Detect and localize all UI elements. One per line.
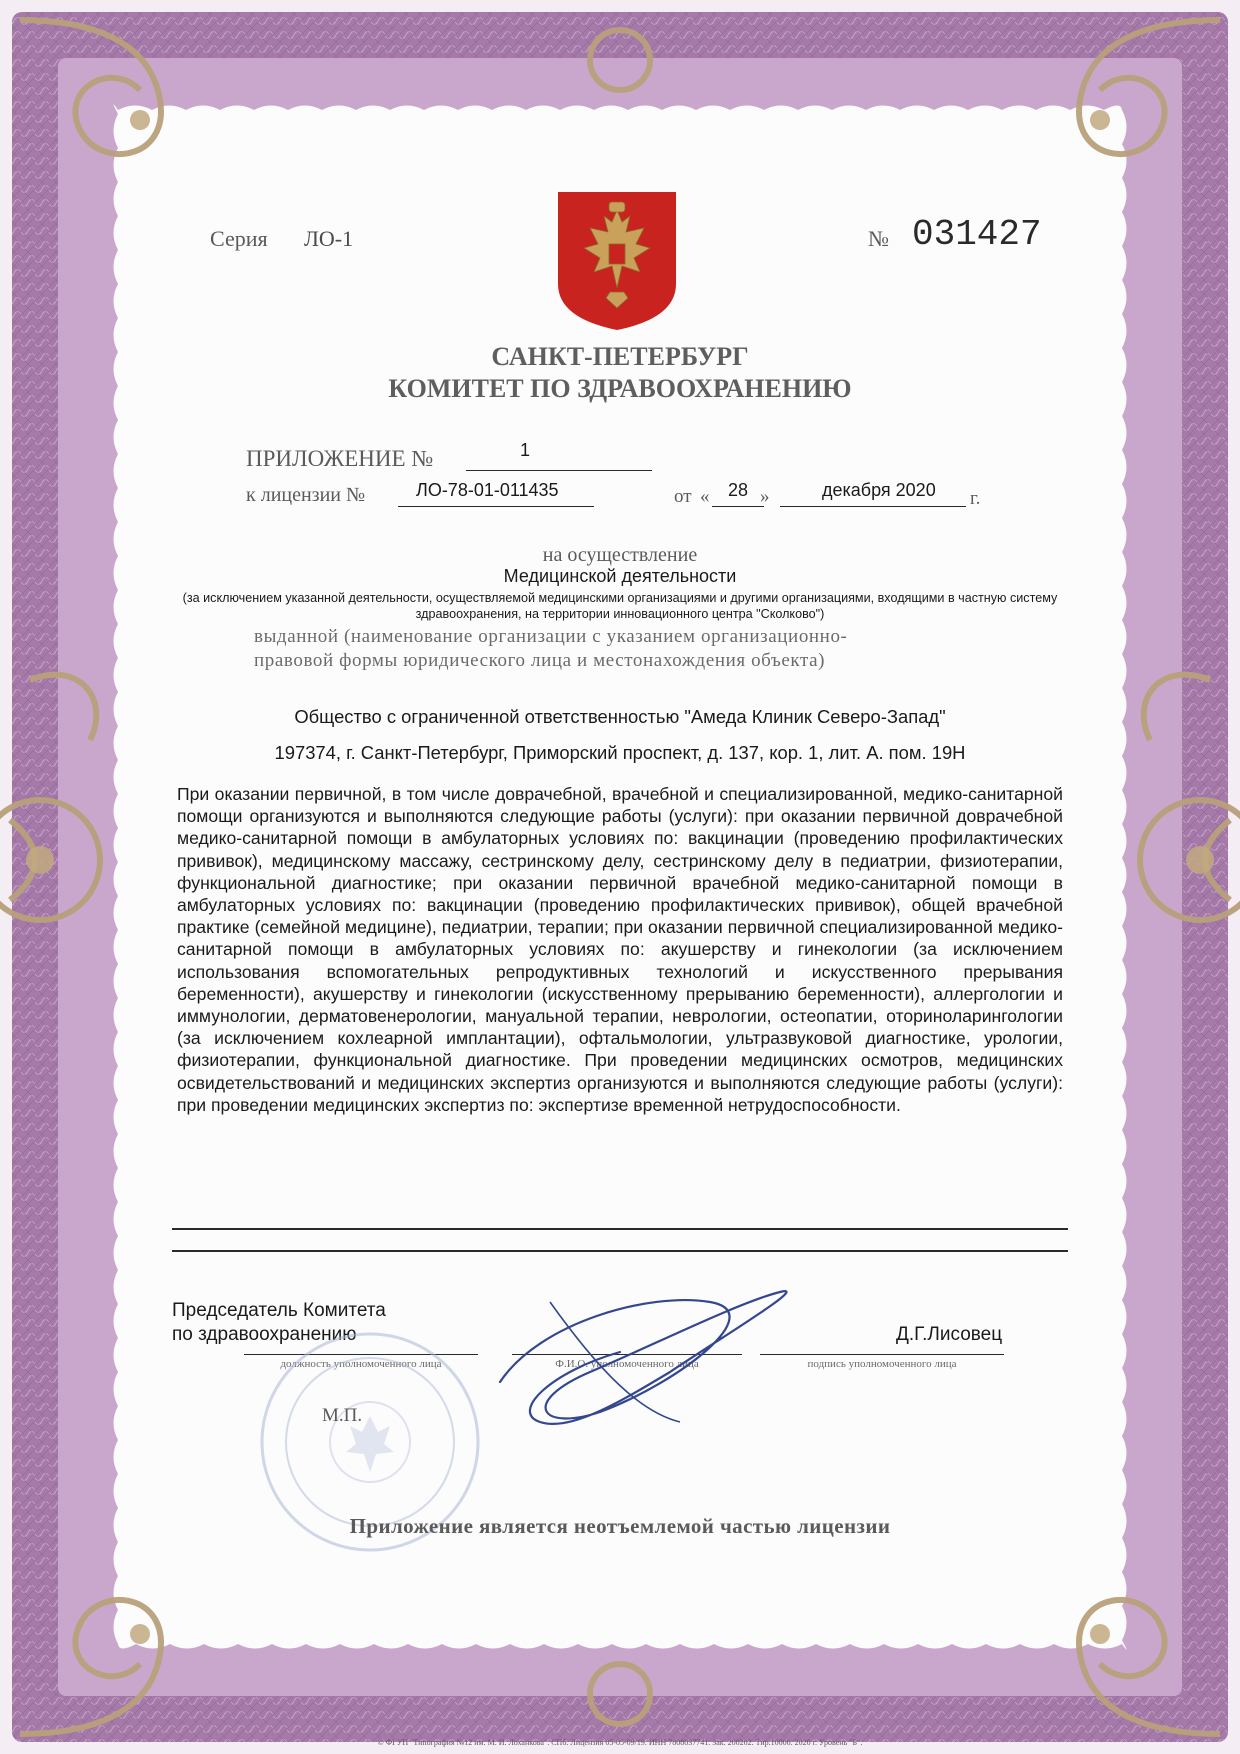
- date-day-line: [712, 506, 764, 507]
- series-label: Серия: [210, 226, 268, 251]
- date-quote-close: »: [760, 486, 770, 507]
- signatory-position-line2: по здравоохранению: [172, 1324, 357, 1345]
- closing-line-1: [172, 1228, 1068, 1230]
- integral-part-note: Приложение является неотъемлемой частью лицензии: [349, 1514, 891, 1538]
- date-month-line: [780, 506, 966, 507]
- appendix-number-line: [466, 470, 652, 471]
- activity-note: (за исключением указанной деятельности, осуществляемой медицинскими организациями и другими организациями, входящими в частную систему здравоохранения, на территории инновационного центра "Сколково"): [182, 591, 1058, 621]
- city-title: САНКТ-ПЕТЕРБУРГ: [491, 342, 749, 371]
- date-day: 28: [728, 480, 749, 500]
- series-value: ЛО-1: [304, 226, 354, 251]
- closing-line-2: [172, 1250, 1068, 1252]
- committee-title: КОМИТЕТ ПО ЗДРАВООХРАНЕНИЮ: [388, 374, 852, 403]
- date-year-suffix: г.: [970, 488, 981, 509]
- blank-number: 031427: [912, 214, 1042, 255]
- issued-to-caption-line2: правовой формы юридического лица и местонахождения объекта): [254, 650, 826, 671]
- caption-position: должность уполномоченного лица: [280, 1358, 442, 1370]
- number-sign: №: [868, 226, 889, 251]
- signatory-position-line1: Председатель Комитета: [172, 1300, 386, 1321]
- activity-lead: на осуществление: [542, 544, 698, 566]
- appendix-label: ПРИЛОЖЕНИЕ №: [246, 446, 434, 471]
- signatory-name: Д.Г.Лисовец: [896, 1324, 1003, 1345]
- organization-name: Общество с ограниченной ответственностью "Амеда Клиник Северо-Запад": [294, 706, 946, 727]
- date-quote-open: «: [700, 486, 710, 507]
- caption-signature: подпись уполномоченного лица: [807, 1358, 957, 1370]
- license-number: ЛО-78-01-011435: [416, 480, 559, 500]
- date-from-label: от: [674, 486, 692, 507]
- caption-fio: Ф.И.О. уполномоченного лица: [555, 1358, 699, 1370]
- date-month-year: декабря 2020: [822, 480, 936, 500]
- license-label: к лицензии №: [246, 484, 366, 506]
- organization-address: 197374, г. Санкт-Петербург, Приморский проспект, д. 137, кор. 1, лит. А. пом. 19Н: [274, 742, 966, 763]
- printer-imprint: © ФГУП "Типография №12 им. М. И. Лоханкова". СПб. Лицензия 05-05-09/19. ИНН 7808037741. Зак. 200202. Тир.10000. 2020 г. Уровень "Б".: [377, 1738, 863, 1747]
- handwritten-signature: [480, 1262, 820, 1442]
- activity-name: Медицинской деятельности: [503, 566, 737, 586]
- license-number-line: [398, 506, 594, 507]
- issued-to-caption-line1: выданной (наименование организации с указанием организационно-: [254, 626, 848, 647]
- licensed-services-text: При оказании первичной, в том числе доврачебной, врачебной и специализированной, медико-санитарной помощи организуются и выполняются следующие работы (услуги): при оказании первичной доврачебной медико-санитарной помощи в амбулаторных условиях по: вакцинации (проведению профилактических прививок), медицинскому массажу, сестринскому делу, сестринскому делу в педиатрии, физиотерапии, функциональной диагностике; при оказании первичной врачебной медико-санитарной помощи в амбулаторных условиях по: вакцинации (проведению профилактических прививок), общей врачебной практике (семейной медицине), педиатрии, терапии; при оказании первичной специализированной медико-санитарной помощи в амбулаторных условиях по: акушерству и гинекологии (за исключением использования вспомогательных репродуктивных технологий и искусственного прерывания беременности), акушерству и гинекологии (искусственному прерыванию беременности), аллергологии и иммунологии, дерматовенерологии, мануальной терапии, неврологии, остеопатии, оториноларингологии (за исключением кохлеарной имплантации), офтальмологии, ультразвуковой диагностике, урологии, физиотерапии, функциональной диагностике. При проведении медицинских осмотров, медицинских освидетельствований и медицинских экспертиз организуются и выполняются следующие работы (услуги): при проведении медицинских экспертиз по: экспертизе временной нетрудоспособности.: [177, 784, 1063, 1115]
- stamp-place-label: М.П.: [322, 1405, 363, 1426]
- appendix-number: 1: [520, 440, 531, 460]
- state-emblem-icon: [554, 188, 680, 334]
